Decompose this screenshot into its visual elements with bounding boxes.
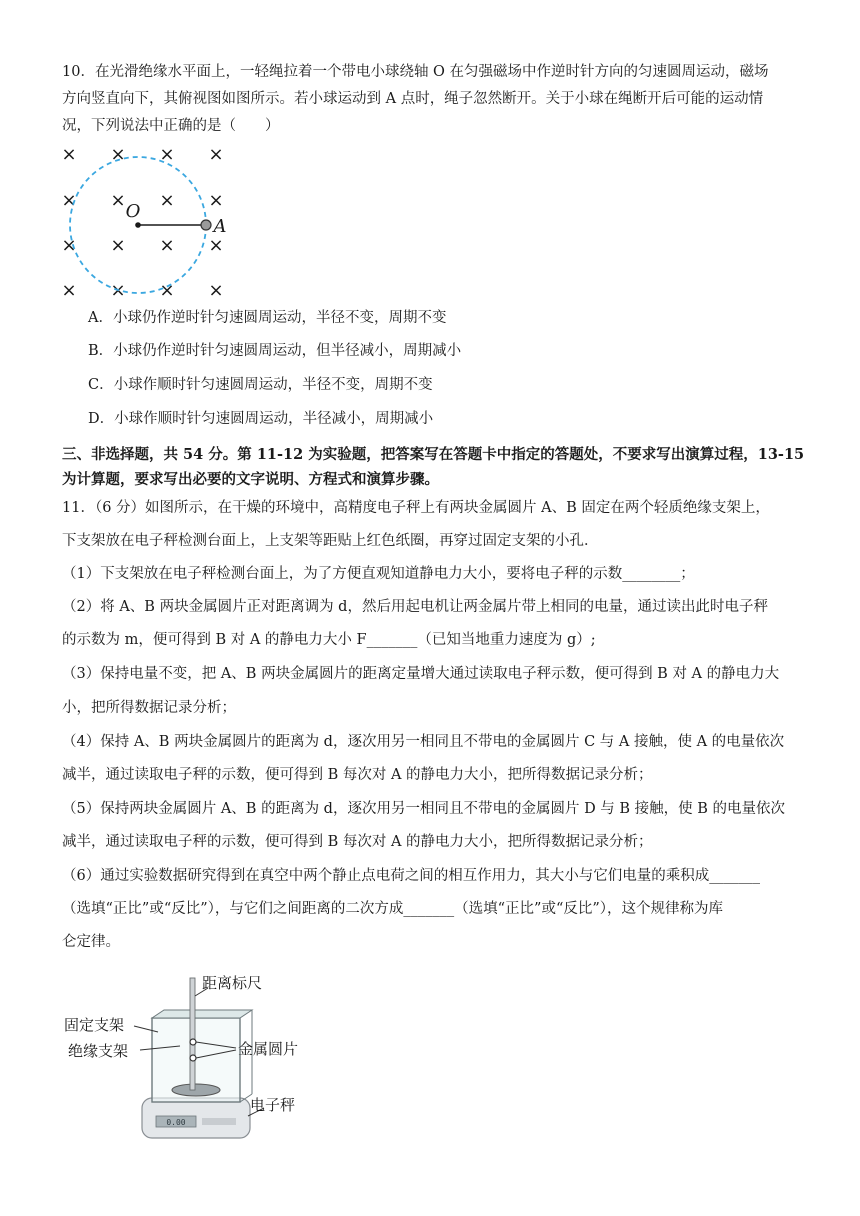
q10-option-b: B．小球仍作逆时针匀速圆周运动，但半径减小，周期减小 [88, 343, 462, 359]
q11-line: （2）将 A、B 两块金属圆片正对距离调为 d，然后用起电机让两金属片带上相同的电量，通过读出此时电子秤 [62, 599, 768, 615]
label-metal-disc: 金属圆片 [238, 1040, 299, 1058]
q10-stem-line3: 况，下列说法中正确的是（ ） [62, 118, 280, 134]
metal-disc-lower [190, 1055, 196, 1061]
q11-line: 的示数为 m，便可得到 B 对 A 的静电力大小 F_______（已知当地重力速度为 g）; [62, 632, 596, 648]
field-cross: × [208, 190, 224, 211]
field-cross: × [159, 190, 175, 211]
distance-ruler-rod [190, 978, 195, 1090]
q11-line: 减半，通过读取电子秤的示数，便可得到 B 每次对 A 的静电力大小，把所得数据记录分析； [62, 767, 653, 783]
field-cross: × [110, 280, 126, 301]
q11-line: （选填“正比”或“反比”），与它们之间距离的二次方成_______（选填“正比”或“反比”），这个规律称为库 [62, 901, 724, 917]
q11-line: （6）通过实验数据研究得到在真空中两个静止点电荷之间的相互作用力，其大小与它们电量的乘积成_______ [62, 868, 760, 884]
q11-line: 减半，通过读取电子秤的示数，便可得到 B 每次对 A 的静电力大小，把所得数据记录分析； [62, 834, 653, 850]
field-cross: × [61, 235, 77, 256]
field-cross: × [159, 280, 175, 301]
label-distance-ruler: 距离标尺 [202, 974, 263, 992]
q11-line: （4）保持 A、B 两块金属圆片的距离为 d，逐次用另一相同且不带电的金属圆片 C 与 A 接触，使 A 的电量依次 [62, 734, 785, 750]
weighing-pan [172, 1084, 220, 1096]
field-cross: × [159, 144, 175, 165]
q10-stem-line2: 方向竖直向下，其俯视图如图所示。若小球运动到 A 点时，绳子忽然断开。关于小球在绳断开后可能的运动情 [62, 91, 764, 107]
q10-option-c: C．小球作顺时针匀速圆周运动，半径不变，周期不变 [88, 377, 433, 393]
field-cross: × [110, 190, 126, 211]
q11-line: （3）保持电量不变，把 A、B 两块金属圆片的距离定量增大通过读取电子秤示数，便可得到 B 对 A 的静电力大 [62, 666, 780, 682]
label-insulating-bracket: 绝缘支架 [68, 1042, 129, 1060]
metal-disc-upper [190, 1039, 196, 1045]
q10-option-d: D．小球作顺时针匀速圆周运动，半径减小，周期减小 [88, 411, 434, 427]
magnetic-field-figure [58, 142, 238, 302]
field-cross: × [110, 144, 126, 165]
field-cross: × [110, 235, 126, 256]
q11-line: （5）保持两块金属圆片 A、B 的距离为 d，逐次用另一相同且不带电的金属圆片 D 与 B 接触，使 B 的电量依次 [62, 801, 786, 817]
field-cross: × [208, 280, 224, 301]
q11-line: 下支架放在电子秤检测台面上，上支架等距贴上红色纸圈，再穿过固定支架的小孔． [62, 533, 599, 549]
electronic-scale-apparatus-figure [60, 968, 300, 1158]
center-point-o [135, 222, 141, 228]
scale-display-value: 0.00 [166, 1118, 186, 1127]
field-cross: × [61, 190, 77, 211]
field-cross: × [159, 235, 175, 256]
field-cross: × [208, 235, 224, 256]
q11-line: 11．（6 分）如图所示，在干燥的环境中，高精度电子秤上有两块金属圆片 A、B 固定在两个轻质绝缘支架上， [62, 500, 770, 516]
section3-heading-line2: 为计算题，要求写出必要的文字说明、方程式和演算步骤。 [62, 471, 439, 488]
q11-line: 仑定律。 [62, 934, 120, 950]
field-cross: × [61, 144, 77, 165]
section3-heading-line1: 三、非选择题，共 54 分。第 11-12 为实验题，把答案写在答题卡中指定的答题处，不要求写出演算过程，13-15 [62, 446, 805, 463]
label-o: O [125, 201, 141, 222]
q10-option-a: A．小球仍作逆时针匀速圆周运动，半径不变，周期不变 [88, 310, 447, 326]
q11-line: （1）下支架放在电子秤检测台面上，为了方便直观知道静电力大小，要将电子秤的示数________； [62, 566, 695, 582]
q11-line: 小，把所得数据记录分析； [62, 700, 236, 716]
label-electronic-scale: 电子秤 [250, 1096, 296, 1114]
glass-case-top [152, 1010, 252, 1018]
scale-buttons [202, 1118, 236, 1125]
label-fixed-bracket: 固定支架 [64, 1016, 125, 1034]
q10-stem-line1: 10．在光滑绝缘水平面上，一轻绳拉着一个带电小球绕轴 O 在匀强磁场中作逆时针方向的匀速圆周运动，磁场 [62, 64, 769, 80]
field-cross: × [61, 280, 77, 301]
charged-ball [201, 220, 211, 230]
field-cross: × [208, 144, 224, 165]
label-a: A [213, 216, 227, 237]
